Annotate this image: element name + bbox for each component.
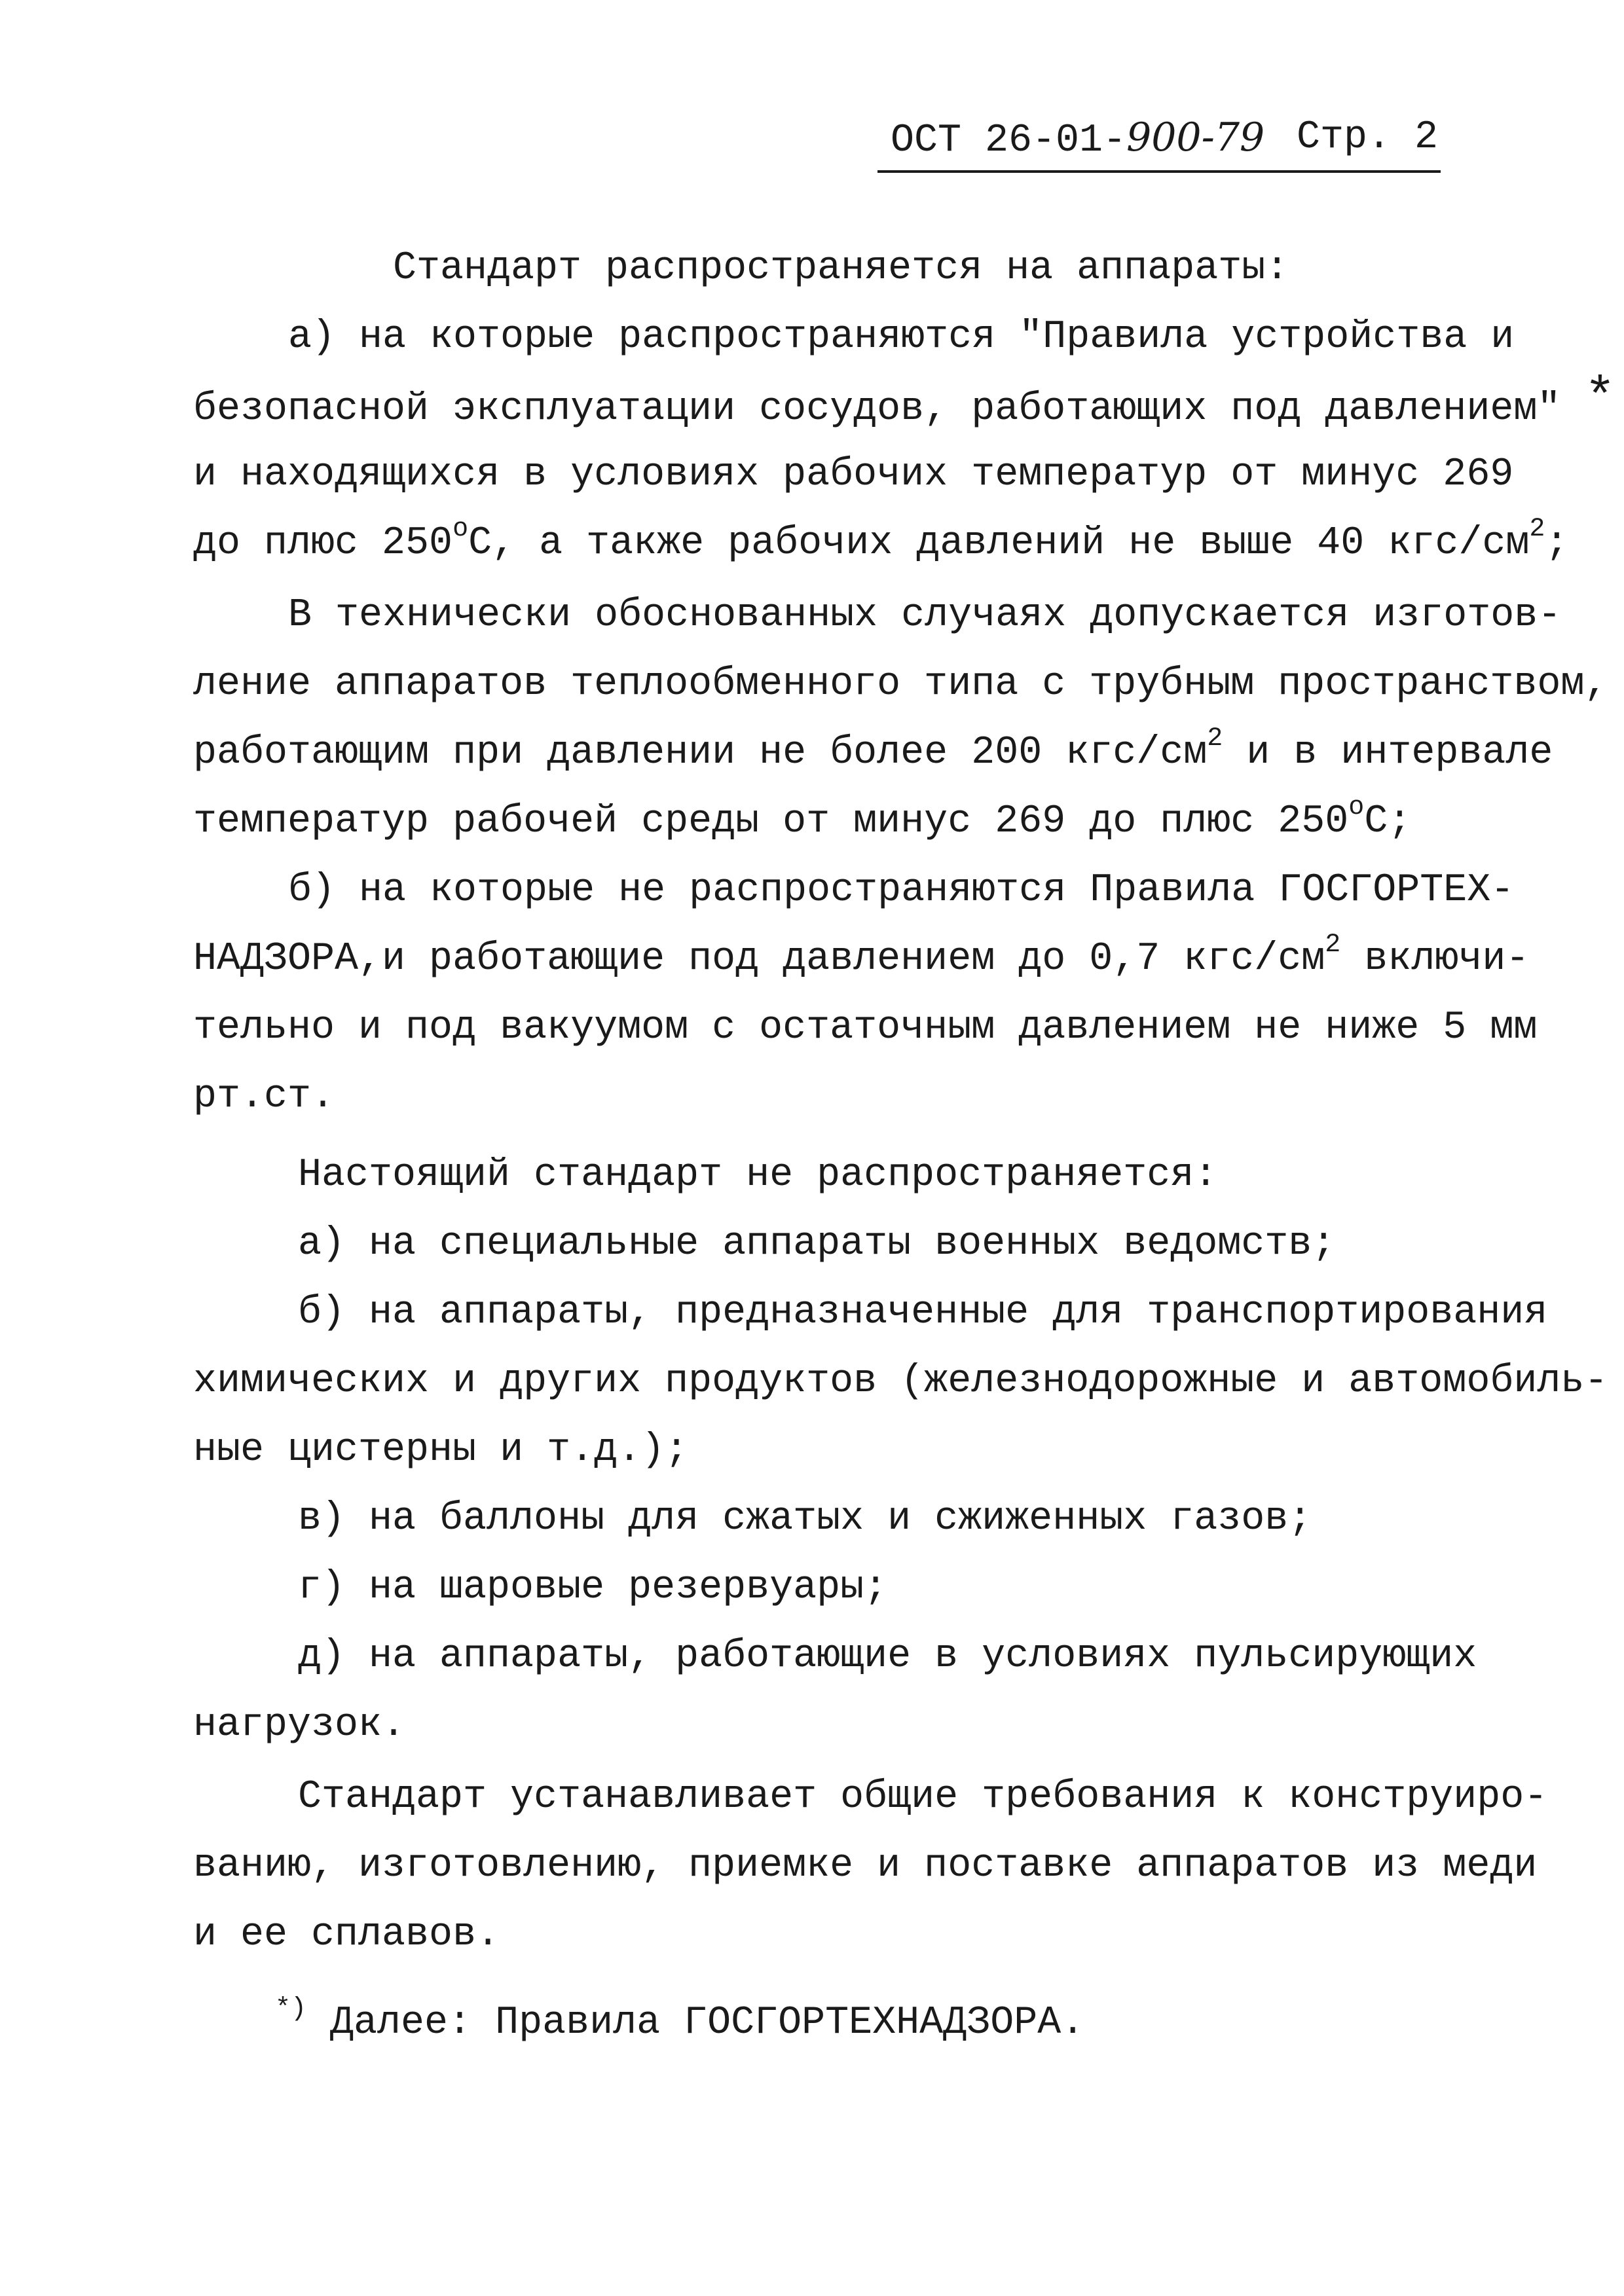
tech-line-4-b: С; bbox=[1364, 799, 1412, 844]
footnote-text: Далее: Правила ГОСГОРТЕХНАДЗОРА. bbox=[330, 2001, 1085, 2045]
scope-line-3: и ее сплавов. bbox=[193, 1912, 500, 1957]
document-designation bbox=[891, 105, 1264, 173]
page-indicator bbox=[1297, 105, 1438, 170]
item-b-line-4: рт.ст. bbox=[193, 1074, 335, 1119]
exclusion-b-line-3: ные цистерны и т.д.); bbox=[193, 1428, 689, 1472]
page-number: 2 bbox=[1414, 115, 1439, 160]
exclusion-g: г) на шаровые резервуары; bbox=[298, 1565, 888, 1610]
degree-sign: o bbox=[452, 515, 469, 544]
page-label: Стр. bbox=[1297, 115, 1392, 160]
degree-sign: o bbox=[1348, 793, 1365, 822]
tech-line-3 bbox=[193, 724, 1553, 779]
doc-prefix: ОСТ 26-01- bbox=[891, 118, 1127, 163]
page-header bbox=[877, 105, 1441, 173]
item-a-line-4-c: ; bbox=[1545, 521, 1569, 566]
item-b-line-2-b: включи- bbox=[1340, 937, 1530, 981]
exclusion-v: в) на баллоны для сжатых и сжиженных газов; bbox=[298, 1497, 1312, 1541]
superscript-2: 2 bbox=[1207, 724, 1223, 754]
scope-line-1: Стандарт устанавливает общие требования к конструиро- bbox=[298, 1775, 1548, 1819]
item-a-line-1: а) на которые распространяются "Правила устройства и bbox=[288, 315, 1515, 359]
tech-line-3-a: работающим при давлении не более 200 кгс/см bbox=[193, 731, 1208, 775]
scope-line-2: ванию, изготовлению, приемке и поставке аппаратов из меди bbox=[193, 1844, 1538, 1888]
footnote bbox=[275, 1994, 1085, 2049]
footnote-mark: *) bbox=[275, 1994, 307, 2024]
item-b-line-1: б) на которые не распространяются Правила ГОСГОРТЕХ- bbox=[288, 868, 1515, 913]
doc-number: 900-79 bbox=[1126, 115, 1265, 160]
intro-line: Стандарт распространяется на аппараты: bbox=[393, 246, 1289, 291]
item-b-line-3: тельно и под вакуумом с остаточным давлением не ниже 5 мм bbox=[193, 1006, 1538, 1050]
exclusion-d-line-1: д) на аппараты, работающие в условиях пульсирующих bbox=[298, 1634, 1477, 1679]
item-a-line-4 bbox=[193, 517, 1568, 570]
exclusions-heading: Настоящий стандарт не распространяется: bbox=[298, 1153, 1218, 1197]
item-a-line-4-a: до плюс 250 bbox=[193, 521, 453, 566]
item-b-line-2-a: НАДЗОРА,и работающие под давлением до 0,7 кгс/см bbox=[193, 937, 1325, 981]
item-b-line-2 bbox=[193, 930, 1530, 985]
item-a-line-2-text: безопасной эксплуатации сосудов, работающих под давлением" bbox=[193, 387, 1561, 431]
item-a-line-2 bbox=[193, 369, 1616, 432]
footnote-reference: * bbox=[1584, 369, 1616, 429]
exclusion-b-line-1: б) на аппараты, предназначенные для транспортирования bbox=[298, 1290, 1548, 1335]
exclusion-a: а) на специальные аппараты военных ведомств; bbox=[298, 1222, 1336, 1266]
exclusion-b-line-2: химических и других продуктов (железнодорожные и автомобиль- bbox=[193, 1359, 1608, 1404]
superscript-2: 2 bbox=[1325, 930, 1341, 960]
item-a-line-4-b: С, а также рабочих давлений не выше 40 кгс/см bbox=[468, 521, 1530, 566]
item-a-line-3: и находящихся в условиях рабочих температур от минус 269 bbox=[193, 452, 1514, 497]
tech-line-2: ление аппаратов теплообменного типа с трубным пространством, bbox=[193, 662, 1608, 706]
superscript-2: 2 bbox=[1529, 515, 1545, 544]
tech-line-4 bbox=[193, 795, 1411, 848]
tech-line-3-b: и в интервале bbox=[1223, 731, 1553, 775]
tech-line-4-a: температур рабочей среды от минус 269 до плюс 250 bbox=[193, 799, 1349, 844]
exclusion-d-line-2: нагрузок. bbox=[193, 1703, 406, 1747]
tech-line-1: В технически обоснованных случаях допускается изготов- bbox=[288, 593, 1562, 638]
